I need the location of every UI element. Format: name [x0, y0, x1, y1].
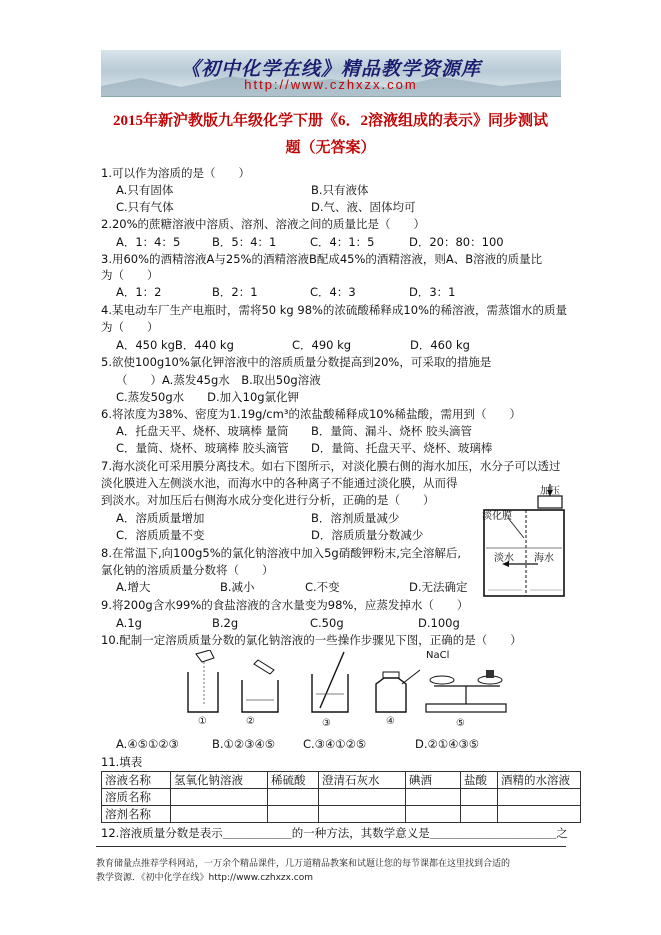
- figure10-step-4: ④: [386, 716, 395, 727]
- footer-line2: 教学资源．《初中化学在线》http://www.czhxzx.com: [96, 873, 314, 883]
- table-cell[interactable]: [406, 806, 461, 823]
- q1-option-c: C.只有气体: [116, 200, 174, 214]
- table-cell[interactable]: [268, 789, 319, 806]
- question-4-line2: 为（ ）: [101, 320, 159, 334]
- figure7-membrane-label: 淡化膜: [482, 511, 512, 522]
- q2-option-d: D．20：80：100: [409, 235, 504, 249]
- table-cell[interactable]: [461, 806, 498, 823]
- question-8: 8.在常温下,向100g5%的氯化钠溶液中加入5g硝酸钾粉末,完全溶解后,: [101, 546, 462, 560]
- q1-option-b: B.只有液体: [311, 183, 369, 197]
- question-4: 4.某电动车厂生产电瓶时，需将50 kg 98%的浓硫酸稀释成10%的稀溶液，需蒸馏水的质量: [101, 303, 567, 317]
- q6-option-b: B．量筒、漏斗、烧杯 胶头滴管: [311, 424, 473, 438]
- q2-option-c: C．4：1：5: [310, 235, 375, 249]
- q7-option-c: C．溶质质量不变: [116, 528, 205, 542]
- table-cell[interactable]: [319, 789, 406, 806]
- table-cell[interactable]: [268, 806, 319, 823]
- table-cell[interactable]: [406, 789, 461, 806]
- page-title: 2015年新沪教版九年级化学下册《6．2溶液组成的表示》同步测试: [112, 113, 548, 129]
- table-cell: 酒精的水溶液: [498, 772, 581, 789]
- table-cell[interactable]: [171, 789, 268, 806]
- question-6: 6.将浓度为38%、密度为1.19g/cm³的浓盐酸稀释成10%稀盐酸，需用到（ ）: [101, 407, 522, 421]
- q3-option-c: C．4：3: [310, 285, 356, 299]
- q6-option-a: A．托盘天平、烧杯、玻璃棒 量筒: [116, 424, 289, 438]
- table-row: [102, 789, 581, 806]
- table-cell: 稀硫酸: [268, 772, 319, 789]
- q7-option-b: B．溶剂质量减少: [311, 511, 400, 525]
- table-header-row: [102, 772, 581, 789]
- banner-url[interactable]: http://www.czhxzx.com: [244, 77, 418, 92]
- q10-option-d: D.②①④③⑤: [415, 737, 480, 751]
- q10-option-b: B.①②③④⑤: [212, 737, 276, 751]
- q2-option-b: B．5：4：1: [212, 235, 277, 249]
- figure10-step-2: ②: [246, 716, 255, 727]
- q4-option-c: C．490 kg: [292, 338, 352, 352]
- table-cell: 溶质名称: [102, 789, 171, 806]
- question-5-line3: C.蒸发50g水 D.加入10g氯化钾: [116, 390, 300, 404]
- figure10-step-3: ③: [322, 718, 331, 729]
- table-cell: 碘酒: [406, 772, 461, 789]
- figure10-salt-label: NaCl: [426, 650, 450, 661]
- question-7-line2: 淡化膜进入左侧淡水池，而海水中的各种离子不能通过淡化膜，从而得: [101, 476, 458, 490]
- question-12: 12.溶液质量分数是表示＿＿＿＿＿＿的一种方法，其数学意义是＿＿＿＿＿＿＿＿＿＿＿之: [101, 826, 568, 840]
- table-cell: 盐酸: [461, 772, 498, 789]
- question-3: 3.用60%的酒精溶液A与25%的酒精溶液B配成45%的酒精溶液，则A、B溶液的质量比: [101, 252, 543, 266]
- table-cell[interactable]: [461, 789, 498, 806]
- question-9: 9.将200g含水99%的食盐溶液的含水量变为98%，应蒸发掉水（ ）: [101, 598, 469, 612]
- table-cell: 溶剂名称: [102, 806, 171, 823]
- q7-option-a: A．溶质质量增加: [116, 511, 205, 525]
- question-7-line3: 到淡水。对加压后右侧海水成分变化进行分析，正确的是（ ）: [101, 493, 435, 507]
- question-5: 5.欲使100g10%氯化钾溶液中的溶质质量分数提高到20%，可采取的措施是: [101, 355, 492, 369]
- q3-option-a: A．1：2: [116, 285, 162, 299]
- q8-option-d: D.无法确定: [409, 580, 468, 594]
- table-cell: 溶液名称: [102, 772, 171, 789]
- q9-option-a: A.1g: [116, 616, 142, 630]
- footer-divider: [96, 846, 566, 847]
- question-2: 2.20%的蔗糖溶液中溶质、溶剂、溶液之间的质量比是（ ）: [101, 217, 426, 231]
- q8-option-a: A.增大: [116, 580, 151, 594]
- header-banner: [101, 50, 561, 97]
- question-10: 10.配制一定溶质质量分数的氯化钠溶液的一些操作步骤见下图，正确的是（ ）: [101, 633, 522, 647]
- q10-option-a: A.④⑤①②③: [116, 737, 179, 751]
- table-cell: 澄清石灰水: [319, 772, 406, 789]
- q8-option-c: C.不变: [305, 580, 340, 594]
- q8-option-b: B.减小: [220, 580, 255, 594]
- banner-title: 《初中化学在线》精品教学资源库: [180, 58, 481, 80]
- figure10-step-5: ⑤: [456, 718, 465, 729]
- q4-option-d: D．460 kg: [410, 338, 470, 352]
- q1-option-d: D.气、液、固体均可: [311, 200, 416, 214]
- q9-option-b: B.2g: [212, 616, 239, 630]
- question-7: 7.海水淡化可采用膜分离技术。如右下图所示，对淡化膜右侧的海水加压，水分子可以透过: [101, 459, 561, 473]
- q6-option-d: D．量筒、托盘天平、烧杯、玻璃棒: [311, 441, 493, 455]
- question-1: 1.可以作为溶质的是（ ）: [101, 166, 250, 180]
- question-11: 11.填表: [101, 755, 143, 769]
- q4-option-ab: A．450 kgB．440 kg: [116, 338, 234, 352]
- table-cell[interactable]: [498, 789, 581, 806]
- q6-option-c: C．量筒、烧杯、玻璃棒 胶头滴管: [116, 441, 289, 455]
- question-8-line2: 氯化钠的溶质质量分数将（ ）: [101, 563, 274, 577]
- page-title-line2: 题（无答案）: [285, 140, 376, 156]
- q9-option-c: C.50g: [310, 616, 344, 630]
- table-cell[interactable]: [171, 806, 268, 823]
- figure7-pressure-label: 加压: [540, 486, 560, 497]
- q7-option-d: D．溶质质量分数减少: [311, 528, 424, 542]
- table-cell[interactable]: [498, 806, 581, 823]
- figure10-step-1: ①: [198, 716, 207, 727]
- q1-option-a: A.只有固体: [116, 183, 174, 197]
- footer-line1: 教育储量点推荐学科网站，一万余个精品课件，几万道精品教案和试题让您的每节课都在这里找到合适的: [96, 859, 511, 869]
- q3-option-b: B．2：1: [212, 285, 258, 299]
- table-row: [102, 806, 581, 823]
- q2-option-a: A．1：4：5: [116, 235, 181, 249]
- figure7-fresh-water-label: 淡水: [494, 553, 514, 564]
- q3-option-d: D．3：1: [409, 285, 456, 299]
- q9-option-d: D.100g: [418, 616, 460, 630]
- table-cell: 氢氧化钠溶液: [171, 772, 268, 789]
- table-cell[interactable]: [319, 806, 406, 823]
- membrane-figure: [478, 480, 573, 598]
- fill-table: [101, 771, 581, 823]
- q10-option-c: C.③④①②⑤: [303, 737, 367, 751]
- question-3-line2: 为（ ）: [101, 268, 159, 282]
- figure7-sea-water-label: 海水: [534, 553, 554, 564]
- question-5-line2: （ ）A.蒸发45g水 B.取出50g溶液: [116, 373, 321, 387]
